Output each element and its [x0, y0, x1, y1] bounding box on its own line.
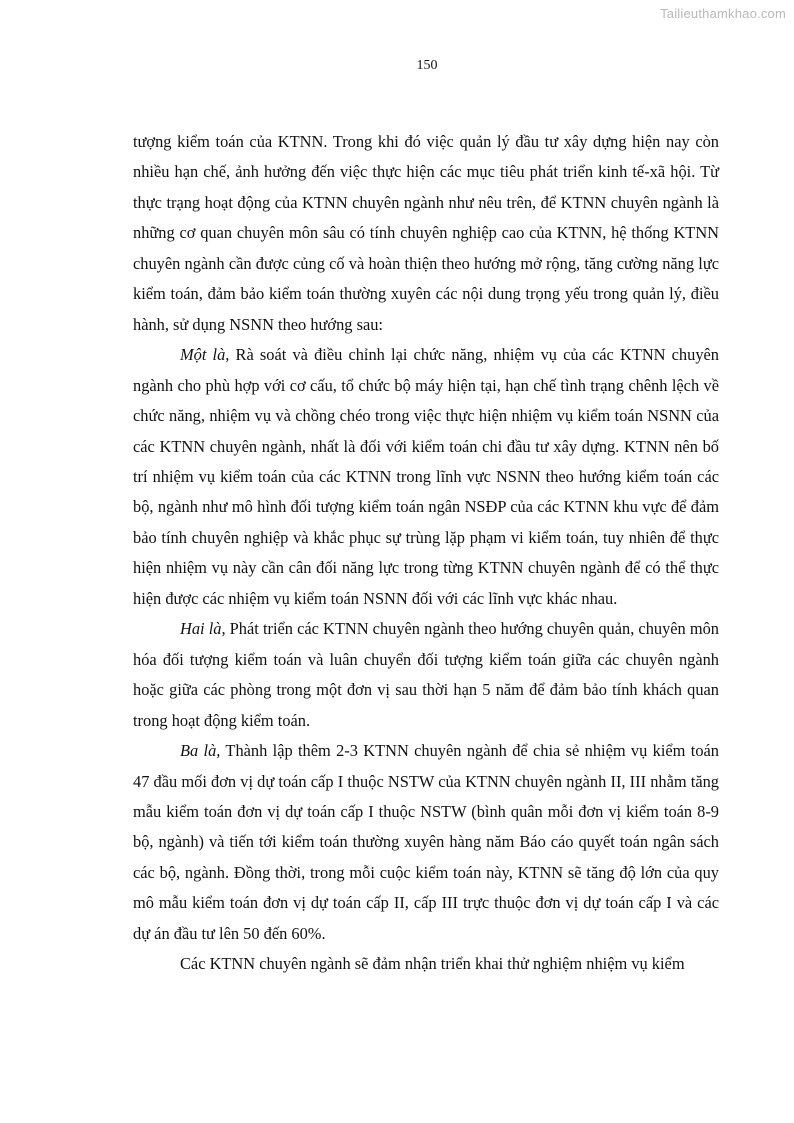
- paragraph-hai-la: [133, 614, 719, 736]
- paragraph-ba-la: [133, 736, 719, 949]
- paragraph-intro: [133, 127, 719, 340]
- page-number: 150: [416, 58, 438, 73]
- paragraph-text: tượng kiểm toán của KTNN. Trong khi đó việc quản lý đầu tư xây dựng hiện nay còn nhiều hạn chế, ảnh hưởng đến việc thực hiện các mục tiêu phát triển kinh tế-xã hội. Từ thực trạng hoạt động của KTNN chuyên ngành như nêu trên, để KTNN chuyên ngành là những cơ quan chuyên môn sâu có tính chuyên nghiệp cao của KTNN, hệ thống KTNN chuyên ngành cần được củng cố và hoàn thiện theo hướng mở rộng, tăng cường năng lực kiểm toán, đảm bảo kiểm toán thường xuyên các nội dung trọng yếu trong quản lý, điều hành, sử dụng NSNN theo hướng sau:: [133, 132, 719, 334]
- paragraph-text: Thành lập thêm 2-3 KTNN chuyên ngành để chia sẻ nhiệm vụ kiểm toán 47 đầu mối đơn vị dự toán cấp I thuộc NSTW của KTNN chuyên ngành II, III nhằm tăng mẫu kiểm toán đơn vị dự toán cấp I thuộc NSTW (bình quân mỗi đơn vị kiểm toán 8-9 bộ, ngành) và tiến tới kiểm toán thường xuyên hàng năm Báo cáo quyết toán ngân sách các bộ, ngành. Đồng thời, trong mỗi cuộc kiểm toán này, KTNN sẽ tăng độ lớn của quy mô mẫu kiểm toán đơn vị dự toán cấp II, cấp III trực thuộc đơn vị dự toán cấp I và các dự án đầu tư lên 50 đến 60%.: [133, 741, 719, 943]
- paragraph-text: Các KTNN chuyên ngành sẽ đảm nhận triển khai thử nghiệm nhiệm vụ kiểm: [180, 954, 685, 974]
- paragraph-closing: [133, 949, 719, 979]
- watermark-text: Tailieuthamkhao.com: [660, 6, 786, 21]
- paragraph-lead: Ba là,: [180, 741, 221, 761]
- paragraph-lead: Một là,: [180, 345, 230, 365]
- paragraph-lead: Hai là,: [180, 619, 226, 639]
- document-body: [133, 127, 719, 980]
- paragraph-text: Phát triển các KTNN chuyên ngành theo hướng chuyên quản, chuyên môn hóa đối tượng kiểm toán và luân chuyển đối tượng kiểm toán giữa các chuyên ngành hoặc giữa các phòng trong một đơn vị sau thời hạn 5 năm để đảm bảo tính khách quan trong hoạt động kiểm toán.: [133, 619, 720, 730]
- paragraph-mot-la: [133, 340, 719, 614]
- paragraph-text: Rà soát và điều chỉnh lại chức năng, nhiệm vụ của các KTNN chuyên ngành cho phù hợp với cơ cấu, tổ chức bộ máy hiện tại, hạn chế tình trạng chênh lệch về chức năng, nhiệm vụ và chồng chéo trong việc thực hiện nhiệm vụ kiểm toán NSNN của các KTNN chuyên ngành, nhất là đối với kiểm toán chi đầu tư xây dựng. KTNN nên bố trí nhiệm vụ kiểm toán của các KTNN trong lĩnh vực NSNN theo hướng kiểm toán các bộ, ngành như mô hình đối tượng kiểm toán ngân NSĐP của các KTNN khu vực để đảm bảo tính chuyên nghiệp và khắc phục sự trùng lặp phạm vi kiểm toán, tuy nhiên để thực hiện nhiệm vụ này cần cân đối năng lực trong từng KTNN chuyên ngành để có thể thực hiện được các nhiệm vụ kiểm toán NSNN đối với các lĩnh vực khác nhau.: [133, 345, 719, 608]
